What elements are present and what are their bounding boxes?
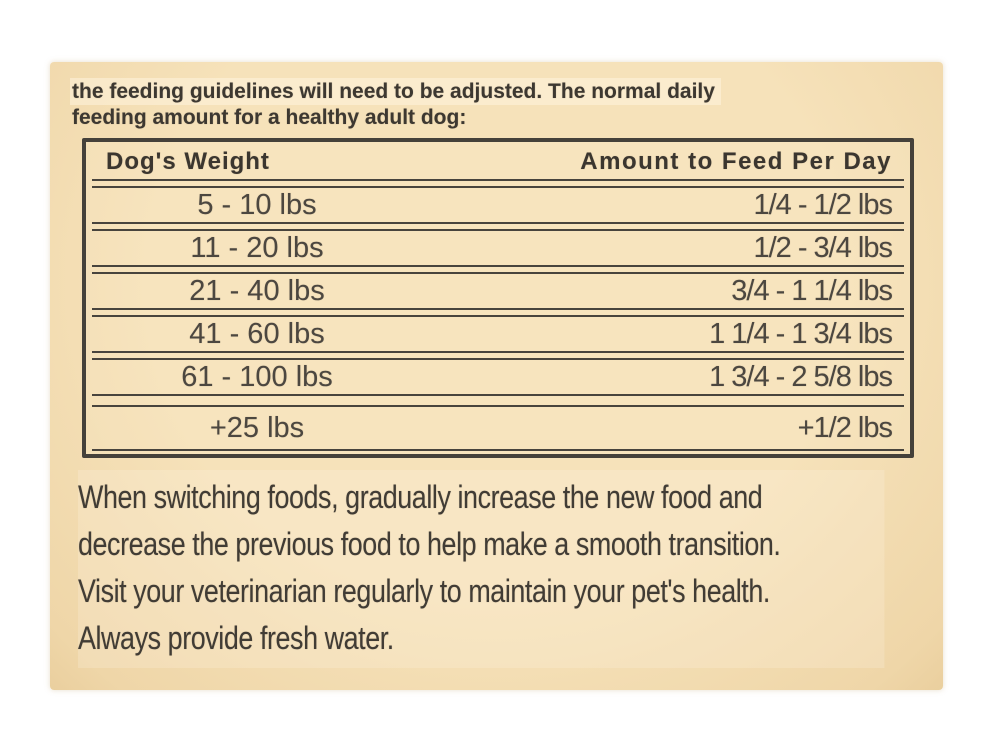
- weight-cell: 61 - 100 lbs: [181, 360, 333, 393]
- amount-cell: 1/4 - 1/2 lbs: [753, 188, 892, 221]
- intro-line-1: the feeding guidelines will need to be adjusted. The normal daily: [70, 78, 721, 105]
- header-dogs-weight: Dog's Weight: [106, 148, 270, 175]
- intro-line-2: feeding amount for a healthy adult dog:: [72, 106, 467, 129]
- table-row: [92, 358, 904, 396]
- table-row: [92, 315, 904, 353]
- feeding-guidelines-table: [82, 138, 914, 458]
- intro-text: [72, 78, 882, 131]
- table-row: [92, 272, 904, 310]
- notes-line-3: Visit your veterinarian regularly to maintain your pet's health.: [78, 573, 770, 609]
- weight-cell: 21 - 40 lbs: [189, 274, 325, 307]
- weight-cell: +25 lbs: [209, 411, 305, 444]
- table-header-row: [92, 145, 904, 181]
- care-instructions: [78, 470, 884, 668]
- notes-line-2: decrease the previous food to help make a smooth transition.: [78, 526, 781, 562]
- notes-line-1: When switching foods, gradually increase the new food and: [78, 479, 763, 515]
- weight-cell: 11 - 20 lbs: [190, 231, 324, 264]
- amount-cell: +1/2 lbs: [797, 411, 892, 444]
- notes-line-4: Always provide fresh water.: [78, 620, 394, 656]
- table-row: [92, 229, 904, 267]
- table-row: [92, 186, 904, 224]
- dog-food-label: [50, 62, 943, 690]
- header-amount-to-feed: Amount to Feed Per Day: [580, 148, 892, 175]
- weight-cell: 5 - 10 lbs: [197, 188, 317, 221]
- amount-cell: 3/4 - 1 1/4 lbs: [731, 274, 892, 307]
- amount-cell: 1 1/4 - 1 3/4 lbs: [709, 317, 892, 350]
- table-row: [92, 405, 904, 451]
- amount-cell: 1 3/4 - 2 5/8 lbs: [709, 360, 892, 393]
- weight-cell: 41 - 60 lbs: [189, 317, 325, 350]
- amount-cell: 1/2 - 3/4 lbs: [753, 231, 892, 264]
